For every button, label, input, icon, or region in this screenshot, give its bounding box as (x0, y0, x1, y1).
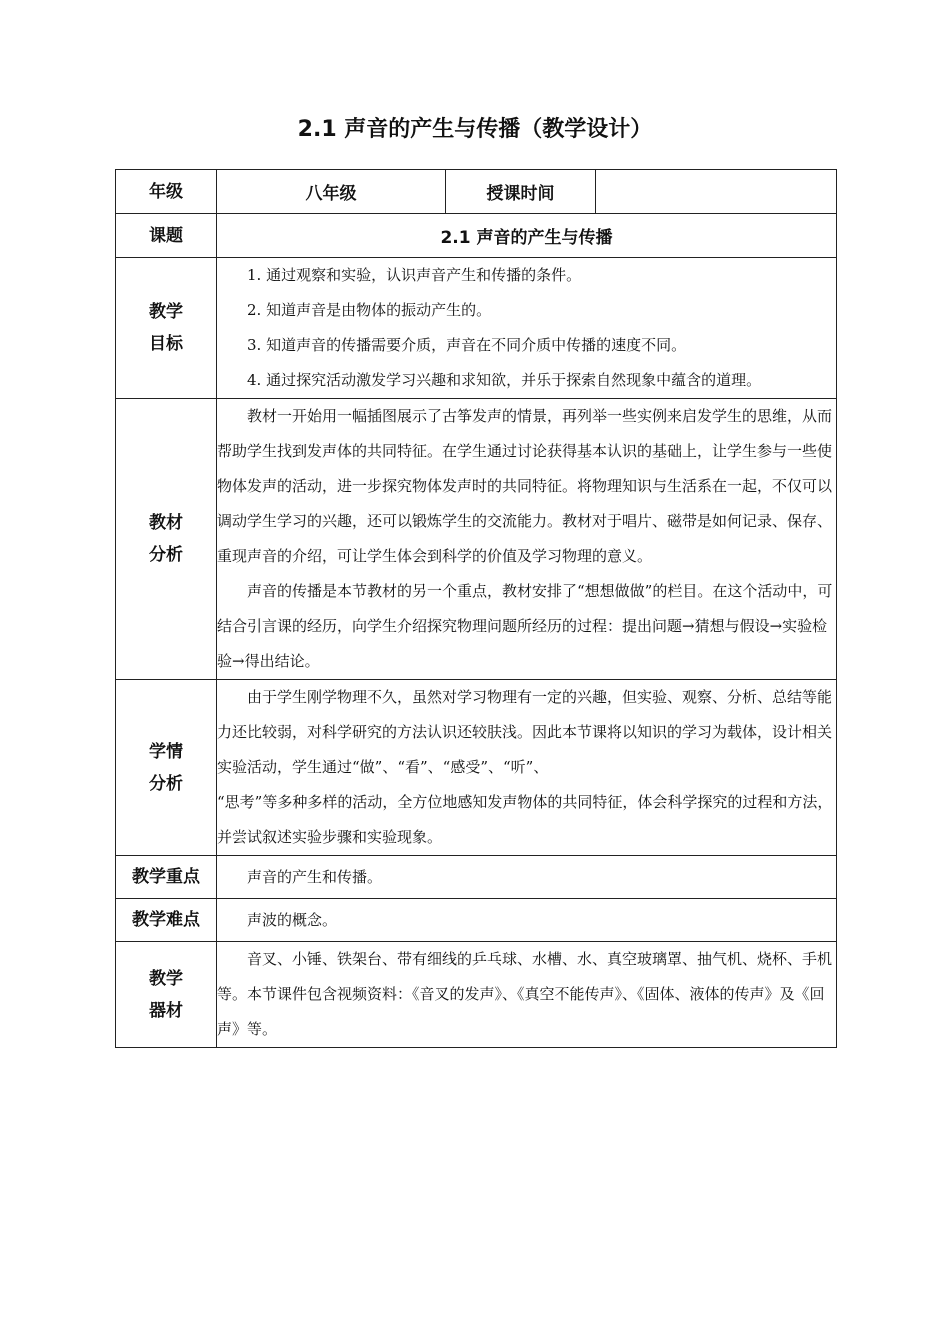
topic-label: 课题 (116, 214, 217, 258)
difficulty-label: 教学难点 (116, 899, 217, 942)
difficulty-text: 声波的概念。 (247, 910, 338, 929)
equipment-row (116, 942, 837, 1048)
grade-value: 八年级 (217, 170, 446, 214)
objectives-label-line: 教学 (149, 302, 183, 322)
material-analysis-row (116, 399, 837, 680)
objective-item: 3. 知道声音的传播需要介质，声音在不同介质中传播的速度不同。 (247, 336, 687, 354)
equipment-content (217, 942, 837, 1048)
student-analysis-content (217, 680, 837, 856)
material-analysis-label-line: 教材 (149, 513, 183, 533)
equipment-label-line: 器材 (149, 1000, 183, 1021)
student-analysis-label-line: 分析 (149, 773, 183, 794)
equipment-text: 音叉、小锤、铁架台、带有细线的乒乓球、水槽、水、真空玻璃罩、抽气机、烧杯、手机等。本节课件包含视频资料：《音叉的发声》、《真空不能传声》、《固体、液体的传声》及《回声》等。 (217, 950, 833, 1038)
key-point-text: 声音的产生和传播。 (247, 867, 383, 886)
equipment-label (116, 942, 217, 1048)
difficulty-content (217, 899, 837, 942)
student-analysis-paragraph: 由于学生刚学物理不久，虽然对学习物理有一定的兴趣，但实验、观察、分析、总结等能力还比较弱，对科学研究的方法认识还较肤浅。因此本节课将以知识的学习为载体，设计相关实验活动，学生通过“做”、“看”、“感受”、“听”、 (217, 688, 833, 776)
objective-item: 4. 通过探究活动激发学习兴趣和求知欲，并乐于探索自然现象中蕴含的道理。 (247, 371, 762, 389)
equipment-label-line: 教学 (149, 968, 183, 989)
material-analysis-label-line: 分析 (149, 545, 183, 565)
lesson-plan-table (115, 169, 837, 1048)
objectives-content (217, 258, 837, 399)
difficulty-row (116, 899, 837, 942)
objective-item: 1. 通过观察和实验，认识声音产生和传播的条件。 (247, 266, 582, 284)
student-analysis-label-line: 学情 (149, 741, 183, 762)
topic-row (116, 214, 837, 258)
student-analysis-row (116, 680, 837, 856)
student-analysis-paragraph: “思考”等多种多样的活动，全方位地感知发声物体的共同特征，体会科学探究的过程和方法，并尝试叙述实验步骤和实验现象。 (217, 793, 833, 846)
material-analysis-paragraph: 声音的传播是本节教材的另一个重点，教材安排了“想想做做”的栏目。在这个活动中，可结合引言课的经历，向学生介绍探究物理问题所经历的过程：提出问题→猜想与假设→实验检验→得出结论。 (217, 582, 833, 670)
grade-label: 年级 (116, 170, 217, 214)
material-analysis-paragraph: 教材一开始用一幅插图展示了古筝发声的情景，再列举一些实例来启发学生的思维，从而帮助学生找到发声体的共同特征。在学生通过讨论获得基本认识的基础上，让学生参与一些使物体发声的活动，进一步探究物体发声时的共同特征。将物理知识与生活系在一起，不仅可以调动学生学习的兴趣，还可以锻炼学生的交流能力。教材对于唱片、磁带是如何记录、保存、重现声音的介绍，可让学生体会到科学的价值及学习物理的意义。 (217, 407, 833, 565)
key-point-content (217, 856, 837, 899)
objectives-row (116, 258, 837, 399)
key-point-label: 教学重点 (116, 856, 217, 899)
key-point-row (116, 856, 837, 899)
class-time-label: 授课时间 (446, 170, 596, 214)
class-time-value (596, 170, 837, 214)
objectives-label (116, 258, 217, 399)
material-analysis-label (116, 399, 217, 680)
document-title: 2.1 声音的产生与传播（教学设计） (297, 117, 653, 142)
material-analysis-content (217, 399, 837, 680)
objective-item: 2. 知道声音是由物体的振动产生的。 (247, 301, 492, 319)
objectives-label-line: 目标 (149, 334, 183, 354)
topic-value: 2.1 声音的产生与传播 (217, 214, 837, 258)
grade-row (116, 170, 837, 214)
student-analysis-label (116, 680, 217, 856)
